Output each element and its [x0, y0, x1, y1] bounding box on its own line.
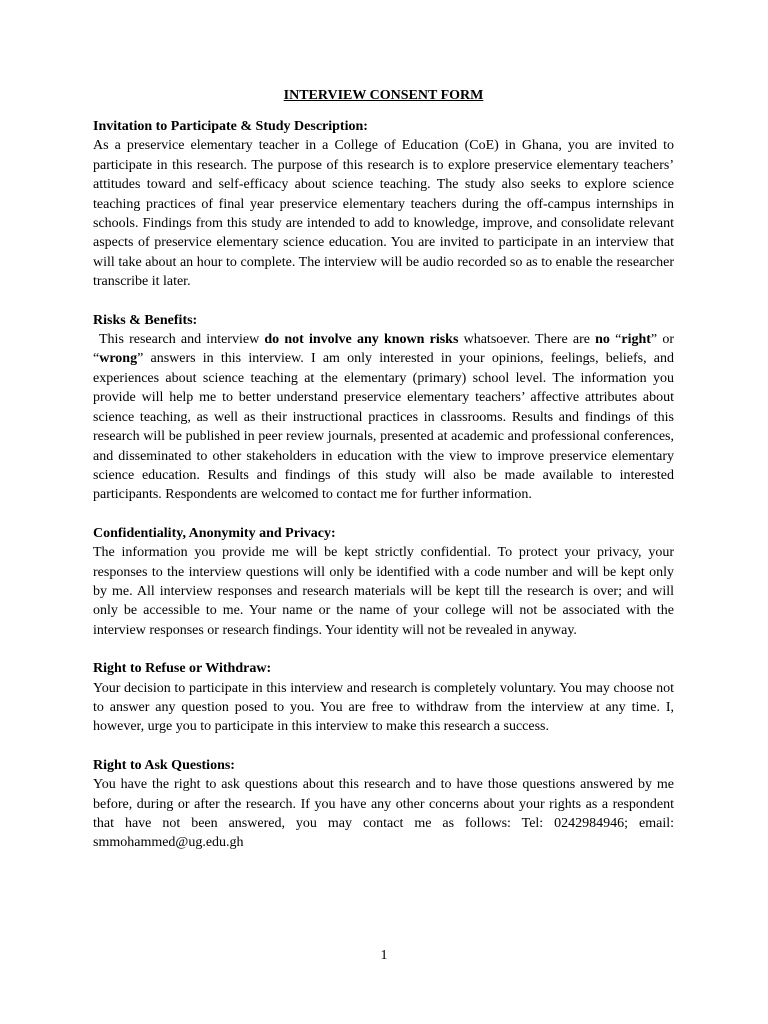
section-body-refuse-withdraw: Your decision to participate in this interview and research is completely voluntary. You may choose not to answer any question posed to you. You are free to withdraw from the interview at any time. I, however, urge you to participate in this interview to make this research a success.	[93, 680, 674, 735]
risks-text-2: whatsoever. There are	[458, 332, 596, 348]
page-number: 1	[380, 948, 388, 963]
document-title: INTERVIEW CONSENT FORM	[283, 88, 484, 103]
section-heading-invitation: Invitation to Participate & Study Description:	[93, 119, 368, 134]
section-invitation	[93, 117, 674, 292]
risks-emphasis-right: right	[621, 332, 651, 348]
section-heading-risks: Risks & Benefits:	[93, 312, 198, 328]
risks-emphasis-wrong: wrong	[99, 351, 138, 367]
risks-emphasis-no-risks: do not involve any known risks	[264, 332, 459, 348]
section-heading-confidentiality: Confidentiality, Anonymity and Privacy:	[93, 525, 336, 541]
document-page	[93, 86, 674, 872]
section-confidentiality	[93, 524, 674, 640]
section-ask-questions	[93, 756, 674, 853]
risks-text-1: This research and interview	[99, 332, 265, 348]
section-heading-refuse-withdraw: Right to Refuse or Withdraw:	[93, 661, 272, 677]
section-refuse-withdraw	[93, 659, 674, 737]
risks-text-5: ” answers in this interview. I am only interested in your opinions, feelings, beliefs, and experiences about science teaching at the elementary (primary) school level. The information you provide will help me to better understand preservice elementary teachers’ affective attributes about science teaching, as well as their instructional practices in classrooms. Results and findings of this research will be published in peer review journals, presented at academic and professional conferences, and disseminated to other stakeholders in education with the view to improve preservice elementary science education. Results and findings of this study will also be made available to interested participants. Respondents are welcomed to contact me for further information.	[93, 351, 674, 503]
section-body-invitation: As a preservice elementary teacher in a College of Education (CoE) in Ghana, you are invited to participate in this research. The purpose of this research is to explore preservice elementary teachers’ attitudes toward and self-efficacy about science teaching. The study also seeks to explore science teaching practices of final year preservice elementary teachers during the off-campus internships in schools. Findings from this study are intended to add to knowledge, improve, and consolidate relevant aspects of preservice elementary science education. You are invited to participate in an interview that will take about an hour to complete. The interview will be audio recorded so as to enable the researcher transcribe it later.	[93, 138, 674, 290]
risks-emphasis-no: no	[595, 332, 610, 348]
section-risks	[93, 311, 674, 505]
risks-text-4: ” or “	[93, 332, 674, 367]
section-heading-ask-questions: Right to Ask Questions:	[93, 757, 235, 773]
section-body-risks	[93, 330, 674, 505]
risks-text-3: “	[609, 332, 622, 348]
section-body-ask-questions: You have the right to ask questions about this research and to have those questions answered by me before, during or after the research. If you have any other concerns about your rights as a respondent that have not been answered, you may contact me as follows: Tel: 0242984946; email: smmohammed@ug.edu.gh	[93, 777, 674, 851]
section-body-confidentiality: The information you provide me will be kept strictly confidential. To protect your privacy, your responses to the interview questions will only be identified with a code number and will be kept only by me. All interview responses and research materials will be kept till the research is over; and will only be accessible to me. Your name or the name of your college will not be associated with the interview responses or research findings. Your identity will not be revealed in anyway.	[93, 545, 674, 638]
